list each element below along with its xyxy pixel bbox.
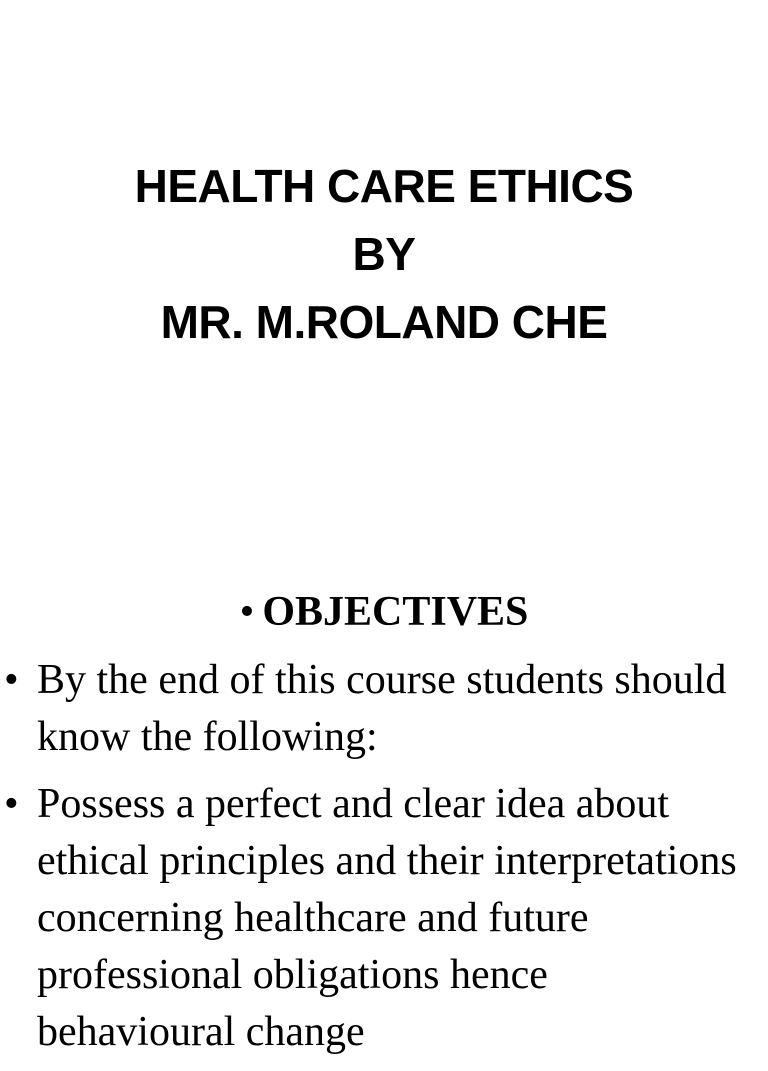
bullet-icon: • bbox=[4, 657, 19, 703]
objectives-heading bbox=[0, 584, 768, 640]
list-item bbox=[0, 652, 768, 766]
objectives-list bbox=[0, 652, 768, 1071]
title-line-by: BY bbox=[352, 228, 416, 280]
bullet-icon: • bbox=[4, 781, 19, 827]
title-line-author: MR. M.ROLAND CHE bbox=[160, 296, 608, 348]
page-title bbox=[0, 152, 768, 356]
objectives-heading-text: OBJECTIVES bbox=[262, 589, 529, 635]
list-item-text: Possess a perfect and clear idea about ethical principles and their interpretations concerning healthcare and future professional obligations hence behavioural change bbox=[37, 781, 737, 1055]
list-item bbox=[0, 776, 768, 1061]
title-line-course: HEALTH CARE ETHICS bbox=[134, 160, 634, 212]
bullet-icon: • bbox=[239, 589, 255, 635]
list-item-text: By the end of this course students should know the following: bbox=[37, 657, 727, 760]
